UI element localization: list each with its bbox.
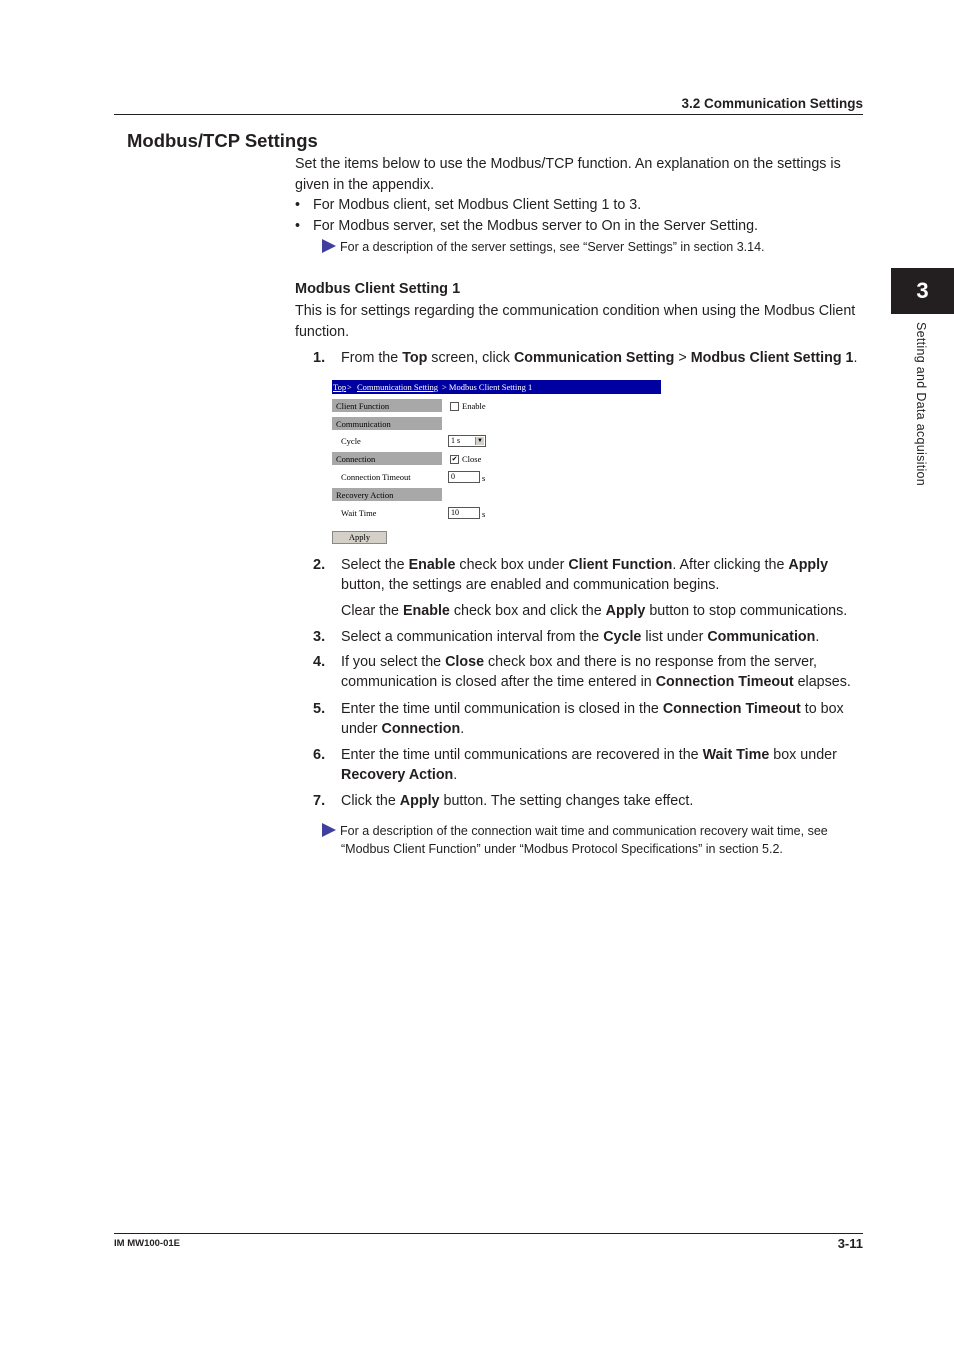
list-item bbox=[295, 216, 758, 236]
step-number: 3. bbox=[313, 629, 326, 645]
recovery-action-label: Recovery Action bbox=[332, 488, 442, 501]
section-title: Modbus/TCP Settings bbox=[127, 130, 318, 151]
connection-timeout-label: Connection Timeout bbox=[341, 472, 411, 482]
subsection-paragraph bbox=[295, 301, 865, 342]
cycle-select[interactable]: 1 s ▼ bbox=[448, 435, 486, 447]
unit-label: s bbox=[482, 509, 486, 519]
step-number: 2. bbox=[313, 557, 326, 573]
client-function-label: Client Function bbox=[332, 399, 442, 412]
wait-time-input[interactable]: 10 bbox=[448, 507, 480, 519]
step-text: Select a communication interval from the Cycle list under Communication. bbox=[341, 629, 820, 645]
apply-button[interactable]: Apply bbox=[332, 531, 387, 544]
enable-label: Enable bbox=[462, 401, 486, 411]
wait-time-label: Wait Time bbox=[341, 508, 377, 518]
bullet-dot: • bbox=[295, 218, 301, 234]
page-number: 3-11 bbox=[837, 1236, 863, 1251]
breadcrumb-separator: > bbox=[347, 382, 352, 392]
step-text: Click the Apply button. The setting changes take effect. bbox=[341, 793, 694, 809]
subsection-title: Modbus Client Setting 1 bbox=[295, 281, 461, 297]
step-number: 4. bbox=[313, 654, 326, 670]
step-text: Select the Enable check box under Client Function. After clicking the Apply button, the settings are enabled and communication begins. Clear the Enable check box and click the Apply button to stop communications. bbox=[341, 557, 848, 619]
breadcrumb-current: > Modbus Client Setting 1 bbox=[442, 382, 533, 392]
close-checkbox[interactable]: ✔ bbox=[451, 455, 458, 463]
cycle-label: Cycle bbox=[341, 436, 361, 446]
paragraph-line: This is for settings regarding the communication condition when using the Modbus Client bbox=[295, 303, 856, 319]
arrow-right-icon bbox=[322, 823, 336, 837]
cross-reference: For a description of the connection wait time and communication recovery wait time, see “Modbus Client Function” under “Modbus Protocol Specifications” in section 5.2. bbox=[322, 822, 862, 858]
intro-paragraph bbox=[295, 154, 865, 195]
breadcrumb-bar bbox=[332, 380, 661, 394]
chevron-down-icon[interactable]: ▼ bbox=[475, 437, 484, 445]
bullet-text: For Modbus server, set the Modbus server to On in the Server Setting. bbox=[313, 218, 758, 234]
intro-line: given in the appendix. bbox=[295, 176, 435, 193]
bullet-dot: • bbox=[295, 197, 301, 213]
paragraph-line: function. bbox=[295, 323, 350, 340]
header-rule bbox=[114, 114, 863, 115]
unit-label: s bbox=[482, 473, 486, 483]
step-number: 7. bbox=[313, 793, 326, 809]
step-text: Enter the time until communications are recovered in the Wait Time box under Recovery Action. bbox=[341, 747, 837, 783]
step-text: If you select the Close check box and there is no response from the server, communication is closed after the time entered in Connection Timeout elapses. bbox=[341, 654, 851, 690]
connection-timeout-input[interactable]: 0 bbox=[448, 471, 480, 483]
intro-line: Set the items below to use the Modbus/TCP function. An explanation on the settings is bbox=[295, 156, 841, 172]
arrow-right-icon bbox=[322, 239, 336, 253]
step-number: 6. bbox=[313, 747, 326, 763]
chapter-tab: 3 bbox=[891, 268, 954, 314]
step-text: From the Top screen, click Communication Setting > Modbus Client Setting 1. bbox=[341, 350, 858, 366]
step-number: 1. bbox=[313, 350, 326, 366]
list-item bbox=[295, 195, 642, 215]
bullet-text: For Modbus client, set Modbus Client Setting 1 to 3. bbox=[313, 197, 642, 213]
step-text: Enter the time until communication is closed in the Connection Timeout to box under Connection. bbox=[341, 701, 844, 737]
enable-checkbox[interactable] bbox=[450, 402, 459, 411]
chapter-title: Setting and Data acquisition bbox=[914, 322, 928, 487]
running-header: 3.2 Communication Settings bbox=[681, 96, 863, 111]
cross-reference bbox=[322, 238, 765, 256]
settings-screenshot bbox=[332, 380, 662, 545]
breadcrumb-communication-link[interactable]: Communication Setting bbox=[357, 382, 438, 392]
breadcrumb-top-link[interactable]: Top bbox=[333, 382, 347, 392]
connection-label: Connection bbox=[332, 452, 442, 465]
communication-label: Communication bbox=[332, 417, 442, 430]
reference-text: For a description of the server settings, see “Server Settings” in section 3.14. bbox=[340, 240, 765, 254]
step-number: 5. bbox=[313, 701, 326, 717]
document-id: IM MW100-01E bbox=[114, 1238, 180, 1249]
footer-rule bbox=[114, 1233, 863, 1234]
close-label: Close bbox=[462, 454, 482, 464]
